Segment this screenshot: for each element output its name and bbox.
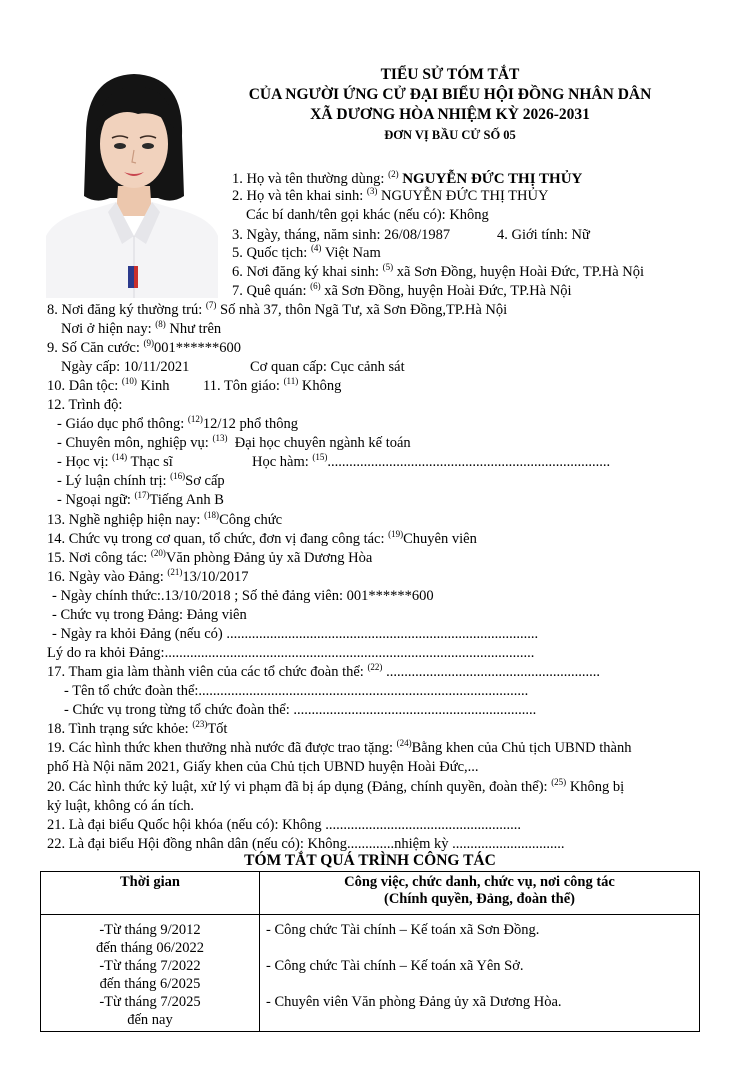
work-history-table <box>40 871 700 1032</box>
field-foreign-language: - Ngoại ngữ: $^{(17)}$Tiếng Anh B <box>57 490 224 508</box>
field-position: 14. Chức vụ trong cơ quan, tổ chức, đơn vị đang công tác: $^{(19)}$Chuyên viên <box>47 529 477 547</box>
field-party-join-date: 16. Ngày vào Đảng: $^{(21)}$13/10/2017 <box>47 567 249 585</box>
candidate-name: NGUYỄN ĐỨC THỊ THỦY <box>402 171 583 187</box>
table-header-row <box>41 872 700 915</box>
field-health: 18. Tình trạng sức khỏe: $^{(23)}$Tốt <box>47 719 228 737</box>
candidate-photo <box>46 66 218 298</box>
field-general-education: - Giáo dục phổ thông: $^{(12)}$12/12 phổ thông <box>57 414 298 432</box>
field-hometown: 7. Quê quán: $^{(6)}$ xã Sơn Đồng, huyện Hoài Đức, TP.Hà Nội <box>232 281 572 299</box>
field-ethnicity: 10. Dân tộc: $^{(10)}$ Kinh <box>47 376 170 394</box>
field-discipline: 20. Các hình thức kỷ luật, xử lý vi phạm đã bị áp dụng (Đảng, chính quyền, đoàn thể): $^{(25)}$ Không bị <box>47 777 625 795</box>
field-current-residence: Nơi ở hiện nay: $^{(8)}$ Như trên <box>61 319 222 337</box>
field-party-position: - Chức vụ trong Đảng: Đảng viên <box>52 607 247 623</box>
field-party-official: - Ngày chính thức:.13/10/2018 ; Số thẻ đảng viên: 001******600 <box>52 588 434 604</box>
time-cell: -Từ tháng 9/2012 đến tháng 06/2022 -Từ tháng 7/2022 đến tháng 6/2025 -Từ tháng 7/2025 đến nay <box>41 915 260 1032</box>
doc-title: TIỂU SỬ TÓM TẮT <box>380 66 520 83</box>
field-academic-title: Học hàm: $^{(15)}$.............................................................................. <box>252 452 611 470</box>
field-birth-registration: 6. Nơi đăng ký khai sinh: $^{(5)}$ xã Sơn Đồng, huyện Hoài Đức, TP.Hà Nội <box>232 262 645 280</box>
field-issue-date: Ngày cấp: 10/11/2021 <box>61 359 190 375</box>
field-education-heading: 12. Trình độ: <box>47 397 123 413</box>
table-row <box>41 915 700 1032</box>
field-religion: 11. Tôn giáo: $^{(11)}$ Không <box>203 376 342 394</box>
job-column-header: Công việc, chức danh, chức vụ, nơi công tác (Chính quyền, Đảng, đoàn thể) <box>260 872 700 915</box>
field-organization-name: - Tên tổ chức đoàn thể:........................................................................................... <box>64 683 529 699</box>
time-column-header: Thời gian <box>41 872 260 915</box>
field-issuing-authority: Cơ quan cấp: Cục cảnh sát <box>250 359 405 375</box>
field-discipline-continued: kỷ luật, không có án tích. <box>47 798 194 814</box>
doc-term: XÃ DƯƠNG HÒA NHIỆM KỲ 2026-2031 <box>310 106 590 123</box>
field-nationality: 5. Quốc tịch: $^{(4)}$ Việt Nam <box>232 243 381 261</box>
field-occupation: 13. Nghề nghiệp hiện nay: $^{(18)}$Công chức <box>47 510 283 528</box>
field-id-number: 9. Số Căn cước: $^{(9)}$001******600 <box>47 338 241 356</box>
field-degree: - Học vị: $^{(14)}$ Thạc sĩ <box>57 452 173 470</box>
field-workplace: 15. Nơi công tác: $^{(20)}$Văn phòng Đảng ủy xã Dương Hòa <box>47 548 373 566</box>
field-common-name: 1. Họ và tên thường dùng: $^{(2)}$ NGUYỄN ĐỨC THỊ THỦY <box>232 169 583 187</box>
field-national-assembly: 21. Là đại biểu Quốc hội khóa (nếu có): Không ...................................................... <box>47 817 521 833</box>
field-permanent-residence: 8. Nơi đăng ký thường trú: $^{(7)}$ Số nhà 37, thôn Ngã Tư, xã Sơn Đồng,TP.Hà Nội <box>47 300 508 318</box>
field-party-leave-date: - Ngày ra khỏi Đảng (nếu có) ...................................................................................... <box>52 626 539 642</box>
electoral-unit: ĐƠN VỊ BẦU CỬ SỐ 05 <box>384 128 516 142</box>
doc-subtitle: CỦA NGƯỜI ỨNG CỬ ĐẠI BIỂU HỘI ĐỒNG NHÂN DÂN <box>248 86 652 103</box>
job-cell: - Công chức Tài chính – Kế toán xã Sơn Đồng. - Công chức Tài chính – Kế toán xã Yên Sở. - Chuyên viên Văn phòng Đảng ủy xã Dương Hòa. <box>260 915 700 1032</box>
field-peoples-council: 22. Là đại biểu Hội đồng nhân dân (nếu có): Không.............nhiệm kỳ ............................... <box>47 836 565 852</box>
field-specialization: - Chuyên môn, nghiệp vụ: $^{(13)}$ Đại học chuyên ngành kế toán <box>57 433 411 451</box>
field-awards: 19. Các hình thức khen thưởng nhà nước đã được trao tặng: $^{(24)}$Bằng khen của Chủ tịch UBND thành <box>47 738 632 756</box>
field-organizations: 17. Tham gia làm thành viên của các tổ chức đoàn thể: $^{(22)}$ ........................................................... <box>47 662 600 680</box>
field-aliases: Các bí danh/tên gọi khác (nếu có): Không <box>246 207 489 223</box>
field-gender: 4. Giới tính: Nữ <box>497 227 590 243</box>
field-awards-continued: phố Hà Nội năm 2021, Giấy khen của Chủ tịch UBND huyện Hoài Đức,... <box>47 759 479 775</box>
field-birth-date: 3. Ngày, tháng, năm sinh: 26/08/1987 <box>232 227 451 243</box>
field-birth-name: 2. Họ và tên khai sinh: $^{(3)}$ NGUYỄN ĐỨC THỊ THỦY <box>232 186 549 204</box>
field-political-theory: - Lý luận chính trị: $^{(16)}$Sơ cấp <box>57 471 225 489</box>
field-party-leave-reason: Lý do ra khỏi Đảng:...................................................................................................... <box>47 645 535 661</box>
field-organization-position: - Chức vụ trong từng tổ chức đoàn thể: ................................................................... <box>64 702 537 718</box>
work-history-title: TÓM TẮT QUÁ TRÌNH CÔNG TÁC <box>244 852 496 869</box>
